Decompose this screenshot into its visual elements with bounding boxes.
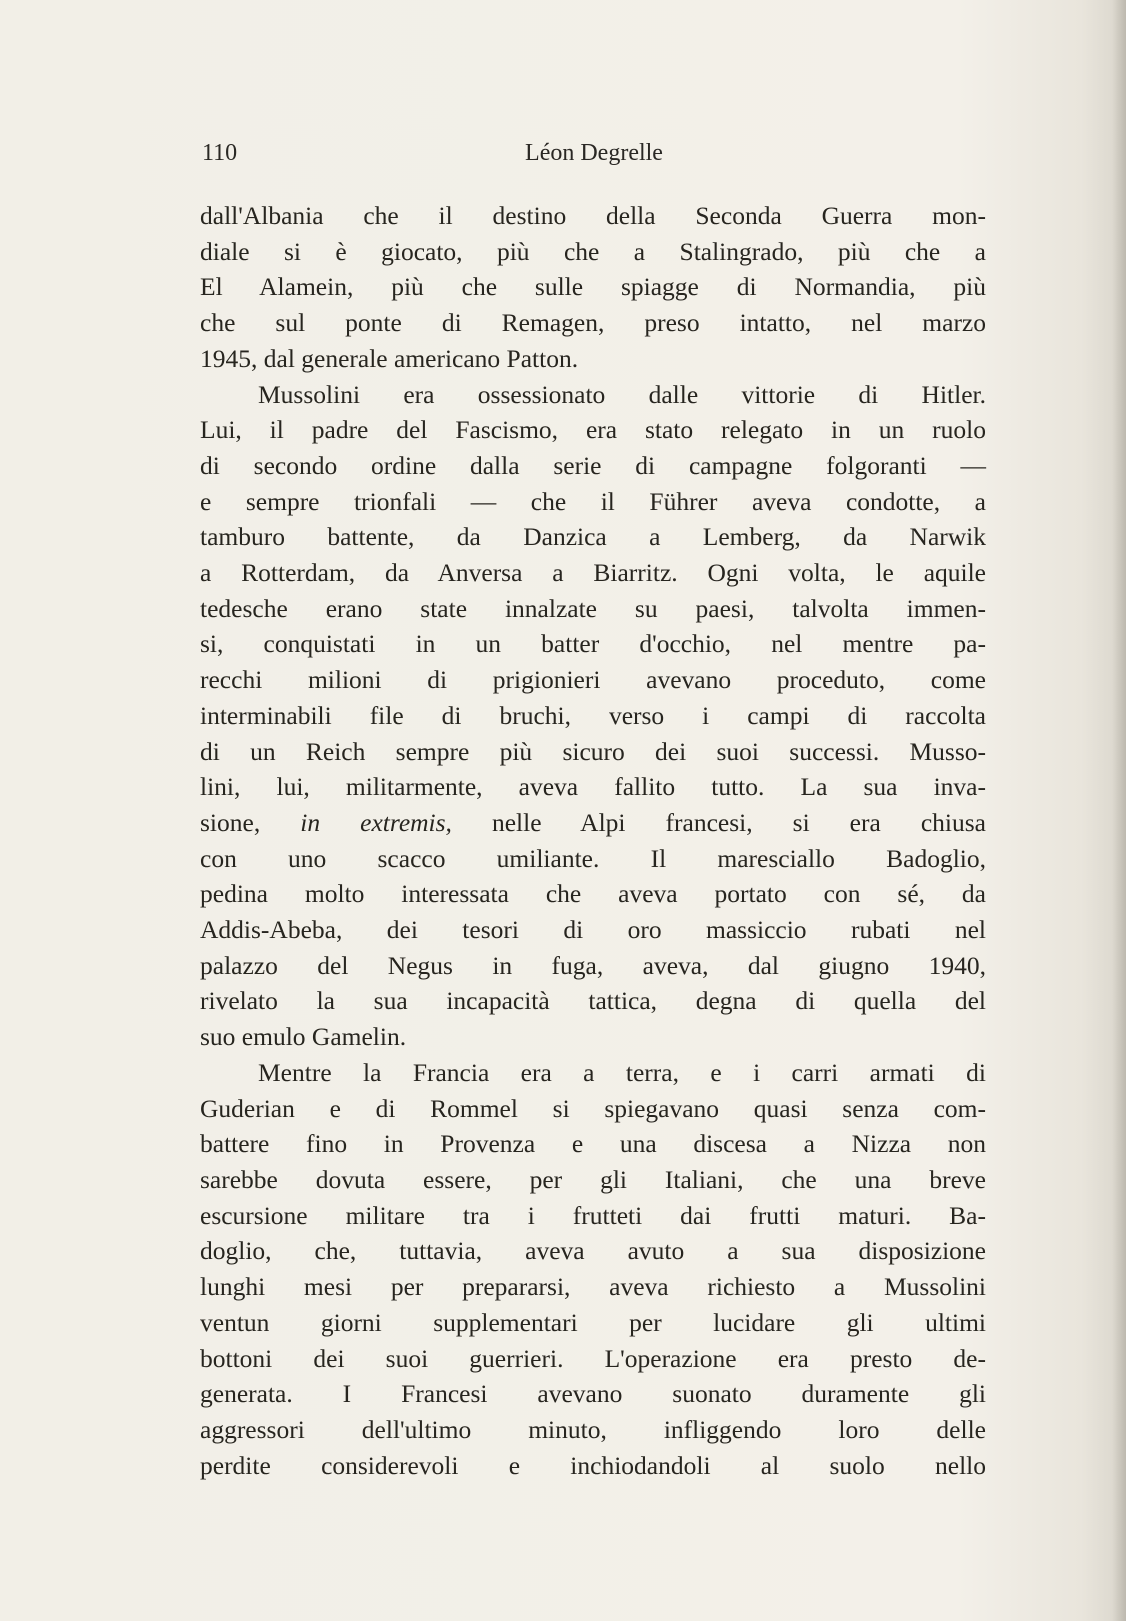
text-line: diale si è giocato, più che a Stalingrado, più che a [200, 236, 986, 266]
text-line: Addis-Abeba, dei tesori di oro massiccio rubati nel [200, 915, 986, 945]
text-line: pedina molto interessata che aveva portato con sé, da [200, 879, 986, 909]
text-segment: sione, [200, 807, 301, 837]
text-line: recchi milioni di prigionieri avevano proceduto, come [200, 665, 986, 695]
page-header [202, 140, 986, 174]
text-line: lini, lui, militarmente, aveva fallito tutto. La sua inva- [200, 772, 986, 802]
text-line: El Alamein, più che sulle spiagge di Normandia, più [200, 272, 986, 302]
paragraph-3 [200, 1055, 986, 1483]
paragraph-1 [200, 198, 986, 377]
text-line: palazzo del Negus in fuga, aveva, dal giugno 1940, [200, 950, 986, 980]
text-line: ventun giorni supplementari per lucidare gli ultimi [200, 1307, 986, 1337]
text-segment: nelle Alpi francesi, si era chiusa [451, 807, 986, 837]
text-line: dall'Albania che il destino della Seconda Guerra mon- [200, 201, 986, 230]
page-edge-shadow [1112, 0, 1126, 1621]
text-line: di un Reich sempre più sicuro dei suoi successi. Musso- [200, 736, 986, 766]
text-line: perdite considerevoli e inchiodandoli al suolo nello [200, 1450, 986, 1480]
text-line: sarebbe dovuta essere, per gli Italiani, che una breve [200, 1164, 986, 1194]
text-line: suo emulo Gamelin. [200, 1022, 407, 1052]
text-line: a Rotterdam, da Anversa a Biarritz. Ogni volta, le aquile [200, 558, 986, 588]
text-line: tedesche erano state innalzate su paesi, talvolta immen- [200, 593, 986, 623]
text-line: generata. I Francesi avevano suonato duramente gli [200, 1379, 986, 1409]
text-line: di secondo ordine dalla serie di campagne folgoranti — [200, 450, 986, 480]
text-line: Lui, il padre del Fascismo, era stato relegato in un ruolo [200, 415, 986, 445]
running-head: Léon Degrelle [525, 140, 663, 166]
text-line: escursione militare tra i frutteti dai frutti maturi. Ba- [200, 1200, 986, 1230]
text-line: Mussolini era ossessionato dalle vittorie di Hitler. [258, 379, 986, 409]
text-line: doglio, che, tuttavia, aveva avuto a sua disposizione [200, 1236, 986, 1266]
text-line-italic [200, 805, 986, 841]
text-line: bottoni dei suoi guerrieri. L'operazione era presto de- [200, 1343, 986, 1373]
italic-phrase: in extremis, [300, 807, 452, 837]
text-line: si, conquistati in un batter d'occhio, nel mentre pa- [200, 629, 986, 659]
text-line: aggressori dell'ultimo minuto, infliggendo loro delle [200, 1414, 986, 1444]
text-line: battere fino in Provenza e una discesa a Nizza non [200, 1129, 986, 1159]
body-text [200, 198, 986, 1483]
text-line: Mentre la Francia era a terra, e i carri armati di [258, 1057, 986, 1087]
text-line: 1945, dal generale americano Patton. [200, 343, 579, 373]
text-line: con uno scacco umiliante. Il maresciallo Badoglio, [200, 843, 986, 873]
text-line: Guderian e di Rommel si spiegavano quasi senza com- [200, 1093, 986, 1123]
text-line: e sempre trionfali — che il Führer aveva condotte, a [200, 486, 986, 516]
text-line: che sul ponte di Remagen, preso intatto, nel marzo [200, 308, 986, 338]
text-line: tamburo battente, da Danzica a Lemberg, da Narwik [200, 522, 986, 552]
text-line: interminabili file di bruchi, verso i campi di raccolta [200, 700, 986, 730]
text-line: rivelato la sua incapacità tattica, degna di quella del [200, 986, 986, 1016]
page-number: 110 [202, 140, 238, 166]
text-line: lunghi mesi per prepararsi, aveva richiesto a Mussolini [200, 1272, 986, 1302]
paragraph-2 [200, 377, 986, 1055]
